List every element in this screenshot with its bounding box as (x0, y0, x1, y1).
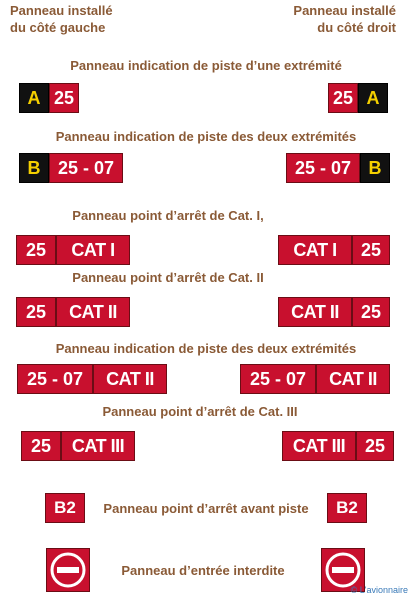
caption-no-entry: Panneau d’entrée interdite (121, 563, 285, 578)
sign-runway-25: 25 (16, 235, 56, 265)
header-right-line1: Panneau installé (293, 3, 396, 18)
sign-cat-i-left (16, 235, 130, 265)
sign-runway-25-07: 25 - 07 (286, 153, 360, 183)
sign-runway-one-end-left (19, 83, 79, 113)
caption-cat-i: Panneau point d’arrêt de Cat. I, (72, 208, 264, 223)
sign-runway-25: 25 (49, 83, 79, 113)
sign-runway-both-ends-cat-ii-right (240, 364, 390, 394)
header-left-line1: Panneau installé (10, 3, 113, 18)
sign-runway-25-07: 25 - 07 (49, 153, 123, 183)
header-left (10, 2, 113, 36)
sign-cat-ii: CAT II (56, 297, 130, 327)
sign-runway-both-ends-right (286, 153, 390, 183)
sign-location-a: A (358, 83, 388, 113)
copyright-credit: © L'avionnaire (350, 585, 408, 595)
sign-cat-iii: CAT III (282, 431, 356, 461)
no-entry-icon (324, 551, 362, 589)
sign-b2-left: B2 (45, 493, 85, 523)
sign-cat-ii-right (278, 297, 390, 327)
sign-runway-25-07: 25 - 07 (240, 364, 316, 394)
sign-cat-ii: CAT II (316, 364, 390, 394)
sign-b2-right: B2 (327, 493, 367, 523)
sign-cat-i: CAT I (278, 235, 352, 265)
sign-runway-both-ends-cat-ii-left (17, 364, 167, 394)
sign-cat-i: CAT I (56, 235, 130, 265)
sign-runway-both-ends-left (19, 153, 123, 183)
sign-runway-25: 25 (16, 297, 56, 327)
sign-runway-25: 25 (328, 83, 358, 113)
sign-cat-ii: CAT II (93, 364, 167, 394)
sign-runway-25: 25 (21, 431, 61, 461)
sign-runway-25: 25 (352, 235, 390, 265)
caption-runway-both-ends-cat-ii: Panneau indication de piste des deux extrémités (55, 341, 357, 356)
sign-runway-25-07: 25 - 07 (17, 364, 93, 394)
caption-cat-ii: Panneau point d’arrêt de Cat. II (72, 270, 264, 285)
header-right (293, 2, 396, 36)
sign-runway-25: 25 (356, 431, 394, 461)
sign-location-a: A (19, 83, 49, 113)
sign-cat-ii: CAT II (278, 297, 352, 327)
caption-runway-one-end: Panneau indication de piste d’une extrémité (70, 58, 342, 73)
sign-runway-25: 25 (352, 297, 390, 327)
sign-cat-ii-left (16, 297, 130, 327)
caption-cat-iii: Panneau point d’arrêt de Cat. III (102, 404, 298, 419)
header-right-line2: du côté droit (317, 20, 396, 35)
sign-cat-iii: CAT III (61, 431, 135, 461)
sign-cat-i-right (278, 235, 390, 265)
caption-runway-both-ends: Panneau indication de piste des deux extrémités (55, 129, 357, 144)
sign-runway-one-end-right (328, 83, 388, 113)
sign-location-b: B (19, 153, 49, 183)
sign-location-b: B (360, 153, 390, 183)
sign-cat-iii-right (282, 431, 394, 461)
sign-cat-iii-left (21, 431, 135, 461)
caption-b2: Panneau point d’arrêt avant piste (103, 501, 309, 516)
header-left-line2: du côté gauche (10, 20, 106, 35)
